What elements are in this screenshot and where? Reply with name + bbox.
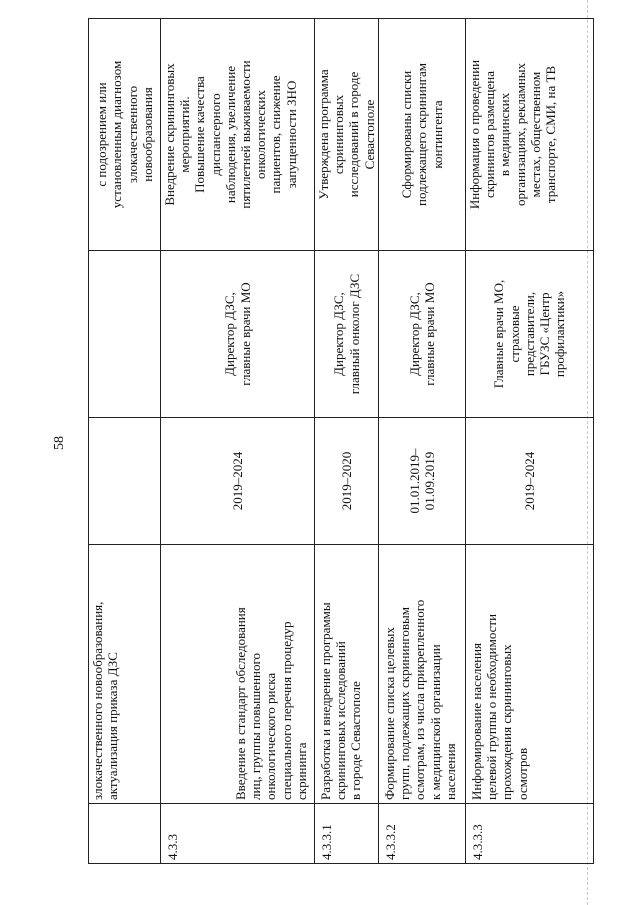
page-number: 58 [52,436,67,450]
responsible-line: профилактики» [552,290,568,378]
activity-line: осмотрам, из числа прикрепленного [412,599,428,800]
responsible-line: главный онколог ДЗС [346,273,362,395]
result-cell [466,19,594,251]
term-line: 01.09.2019 [422,451,437,511]
term-cell [466,418,594,545]
responsible-cell [379,251,466,418]
responsible-line: Директор ДЗС, [406,292,422,376]
item-number-cell: 4.3.3 [161,804,315,864]
responsible-cell [89,251,161,418]
result-line: Информация о проведении [467,59,482,210]
result-cell [379,19,466,251]
plan-table [88,18,594,864]
activity-line: Информирование населения [469,642,484,800]
term-cell [161,418,315,545]
result-line: скрининговых [331,94,347,175]
result-line: пятилетней выживаемости [238,60,254,209]
activity-cell [315,545,379,804]
activity-line: лиц, группы повышенного [248,653,264,800]
activity-line: прохождения скрининговых [499,644,515,800]
term-cell [379,418,466,545]
item-number-cell [89,804,161,864]
result-line: пациентов, снижение [268,75,284,194]
activity-line: населения [442,743,458,800]
term-cell [315,418,379,545]
table-row [315,19,379,864]
result-line: Утверждена программа [316,69,331,200]
activity-line: осмотров [514,747,530,800]
activity-line: злокачественного новообразования, [90,601,105,800]
result-line: скринингов размещена [482,70,498,199]
activity-line: специального перечня процедур [278,621,294,800]
term-line: 2019–2020 [338,451,354,511]
result-line: мероприятий. [177,96,193,173]
activity-line: Формирование списка целевых [382,627,397,800]
result-line: исследований в городе [346,71,362,198]
result-line: Севастополе [361,99,377,170]
responsible-cell [466,251,594,418]
activity-cell [161,545,315,804]
table-row [379,19,466,864]
responsible-line: Директор ДЗС, [222,292,238,376]
result-line: наблюдения, увеличение [222,65,238,204]
term-cell [89,418,161,545]
result-line: запущенности ЗНО [283,80,299,189]
responsible-cell [315,251,379,418]
result-line: транспорте, СМИ, на ТВ [543,65,559,204]
item-number-cell: 4.3.3.1 [315,804,379,864]
activity-line: актуализация приказа ДЗС [105,652,121,800]
responsible-line: Главные врачи МО, [491,279,507,389]
responsible-line: страховые [506,305,522,363]
result-line: подлежащего скринингам [414,63,430,206]
activity-cell [89,545,161,804]
activity-line: к медицинской организации [427,644,443,800]
result-cell [315,19,379,251]
activity-line: скрининговых исследований [333,641,349,800]
result-line: онкологических [253,90,269,179]
rotated-page-content [88,54,593,864]
table-row [466,19,594,864]
responsible-line: Директор ДЗС, [331,292,347,376]
activity-cell [379,545,466,804]
term-line: 2019–2024 [521,451,537,511]
activity-cell [466,545,594,804]
activity-line: скрининга [293,742,309,800]
responsible-line: представители, [521,291,537,377]
activity-line: в городе Севастополе [348,681,364,800]
result-line: с подозрением или [94,82,110,187]
activity-line: Разработка и внедрение программы [318,602,333,800]
item-number-cell: 4.3.3.2 [379,804,466,864]
responsible-line: главные врачи МО [237,282,253,386]
result-cell [161,19,315,251]
table-row [89,19,161,864]
result-line: в медицинских [497,92,513,177]
table-row [161,19,315,864]
activity-line: целевой группы о необходимости [484,613,500,800]
term-line: 01.01.2019– [406,448,422,514]
result-line: Внедрение скрининговых [162,63,177,206]
responsible-line: главные врачи МО [422,282,437,386]
responsible-cell [161,251,315,418]
result-line: диспансерного [207,93,223,176]
result-line: установленным диагнозом [109,60,125,209]
activity-line: Введение в стандарт обследования [232,607,248,800]
result-line: организациях, рекламных [512,62,528,207]
item-number-cell: 4.3.3.3 [466,804,594,864]
result-line: местах, общественном [527,71,543,198]
result-line: злокачественного [124,85,140,184]
result-line: Сформированы списки [399,70,415,199]
result-line: новообразования [139,87,155,182]
result-line: Повышение качества [192,76,208,193]
activity-line: групп, подлежащих скрининговым [397,606,413,800]
responsible-line: ГБУЗС «Центр [537,292,553,376]
result-cell [89,19,161,251]
result-line: контингента [429,100,445,169]
term-line: 2019–2024 [229,451,245,511]
activity-line: онкологического риска [263,672,279,800]
